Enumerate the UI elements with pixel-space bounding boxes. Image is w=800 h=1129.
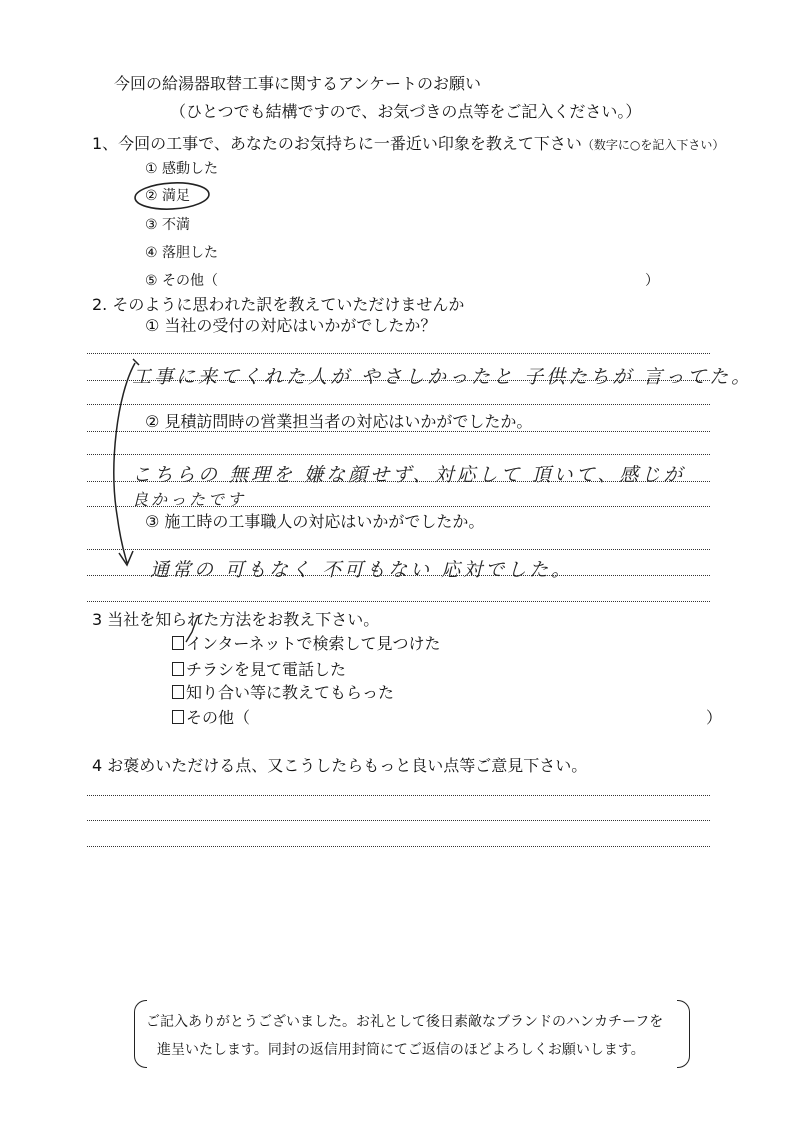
handwritten-answer-3[interactable]: 通常の 可もなく 不可もない 応対でした。 bbox=[150, 559, 574, 581]
survey-title: 今回の給湯器取替工事に関するアンケートのお願い bbox=[114, 74, 482, 93]
q1-question bbox=[92, 136, 724, 152]
answer-line bbox=[87, 601, 710, 602]
answer-line bbox=[87, 404, 710, 405]
q1-option-1[interactable]: ① 感動した bbox=[145, 161, 219, 177]
q2-sub2: ② 見積訪問時の営業担当者の対応はいかがでしたか。 bbox=[145, 412, 533, 431]
handwritten-arrow bbox=[95, 355, 145, 575]
q3-option-3[interactable] bbox=[172, 685, 394, 701]
answer-line bbox=[87, 481, 710, 482]
footer-bracket-left bbox=[134, 1000, 147, 1068]
checkbox[interactable] bbox=[172, 636, 184, 650]
answer-line bbox=[87, 431, 710, 432]
handwritten-circle-selection bbox=[132, 179, 212, 213]
q3-option-1-label: インターネットで検索して見つけた bbox=[186, 634, 441, 653]
q1-option-4[interactable]: ④ 落胆した bbox=[145, 245, 219, 261]
q2-sub1: ① 当社の受付の対応はいかがでしたか？ bbox=[145, 316, 437, 335]
answer-line bbox=[87, 353, 710, 354]
checkbox[interactable] bbox=[172, 662, 184, 676]
answer-line bbox=[87, 380, 710, 381]
q1-option-5-close: ） bbox=[645, 273, 659, 289]
q1-question-text: 1、今回の工事で、あなたのお気持ちに一番近い印象を教えて下さい bbox=[92, 134, 582, 153]
handwritten-answer-1[interactable]: 工事に来てくれた人が やさしかったと 子供たちが 言ってた。 bbox=[132, 366, 754, 388]
q3-option-2-label: チラシを見て電話した bbox=[186, 660, 347, 679]
q3-option-2[interactable] bbox=[172, 662, 346, 678]
checkbox[interactable] bbox=[172, 685, 184, 699]
answer-line bbox=[87, 575, 710, 576]
q1-option-2[interactable]: ② 満足 bbox=[145, 188, 191, 204]
q3-option-4-close: ） bbox=[706, 708, 723, 727]
q3-option-3-label: 知り合い等に教えてもらった bbox=[186, 683, 395, 702]
q3-option-4-label: その他（ bbox=[186, 708, 251, 727]
answer-line bbox=[87, 454, 710, 455]
footer-bracket-right bbox=[677, 1000, 690, 1068]
checkbox[interactable] bbox=[172, 710, 184, 724]
q3-option-1[interactable] bbox=[172, 636, 441, 652]
q3-question: 3 当社を知られた方法をお教え下さい。 bbox=[92, 610, 380, 629]
q4-question: 4 お褒めいただける点、又こうしたらもっと良い点等ご意見下さい。 bbox=[92, 756, 588, 775]
q3-option-4[interactable] bbox=[172, 710, 250, 726]
handwritten-answer-2-line-1[interactable]: こちらの 無理を 嫌な顔せず、対応して 頂いて、感じが bbox=[132, 464, 686, 486]
answer-line bbox=[87, 795, 710, 796]
answer-line bbox=[87, 846, 710, 847]
answer-line bbox=[87, 549, 710, 550]
handwritten-answer-2-line-2[interactable]: 良かったです bbox=[132, 490, 247, 509]
footer-line-1: ご記入ありがとうございました。お礼として後日素敵なブランドのハンカチーフを bbox=[146, 1014, 664, 1030]
q2-question: 2. そのように思われた訳を教えていただけませんか bbox=[92, 295, 465, 314]
q1-option-5[interactable]: ⑤ その他（ bbox=[145, 273, 219, 289]
answer-line bbox=[87, 820, 710, 821]
footer-line-2: 進呈いたします。同封の返信用封筒にてご返信のほどよろしくお願いします。 bbox=[157, 1042, 645, 1058]
answer-line bbox=[87, 506, 710, 507]
q1-option-3[interactable]: ③ 不満 bbox=[145, 217, 191, 233]
survey-subtitle: （ひとつでも結構ですので、お気づきの点等をご記入ください。） bbox=[170, 102, 642, 121]
q1-note: （数字に○を記入下さい） bbox=[581, 138, 725, 152]
q2-sub3: ③ 施工時の工事職人の対応はいかがでしたか。 bbox=[145, 512, 485, 531]
